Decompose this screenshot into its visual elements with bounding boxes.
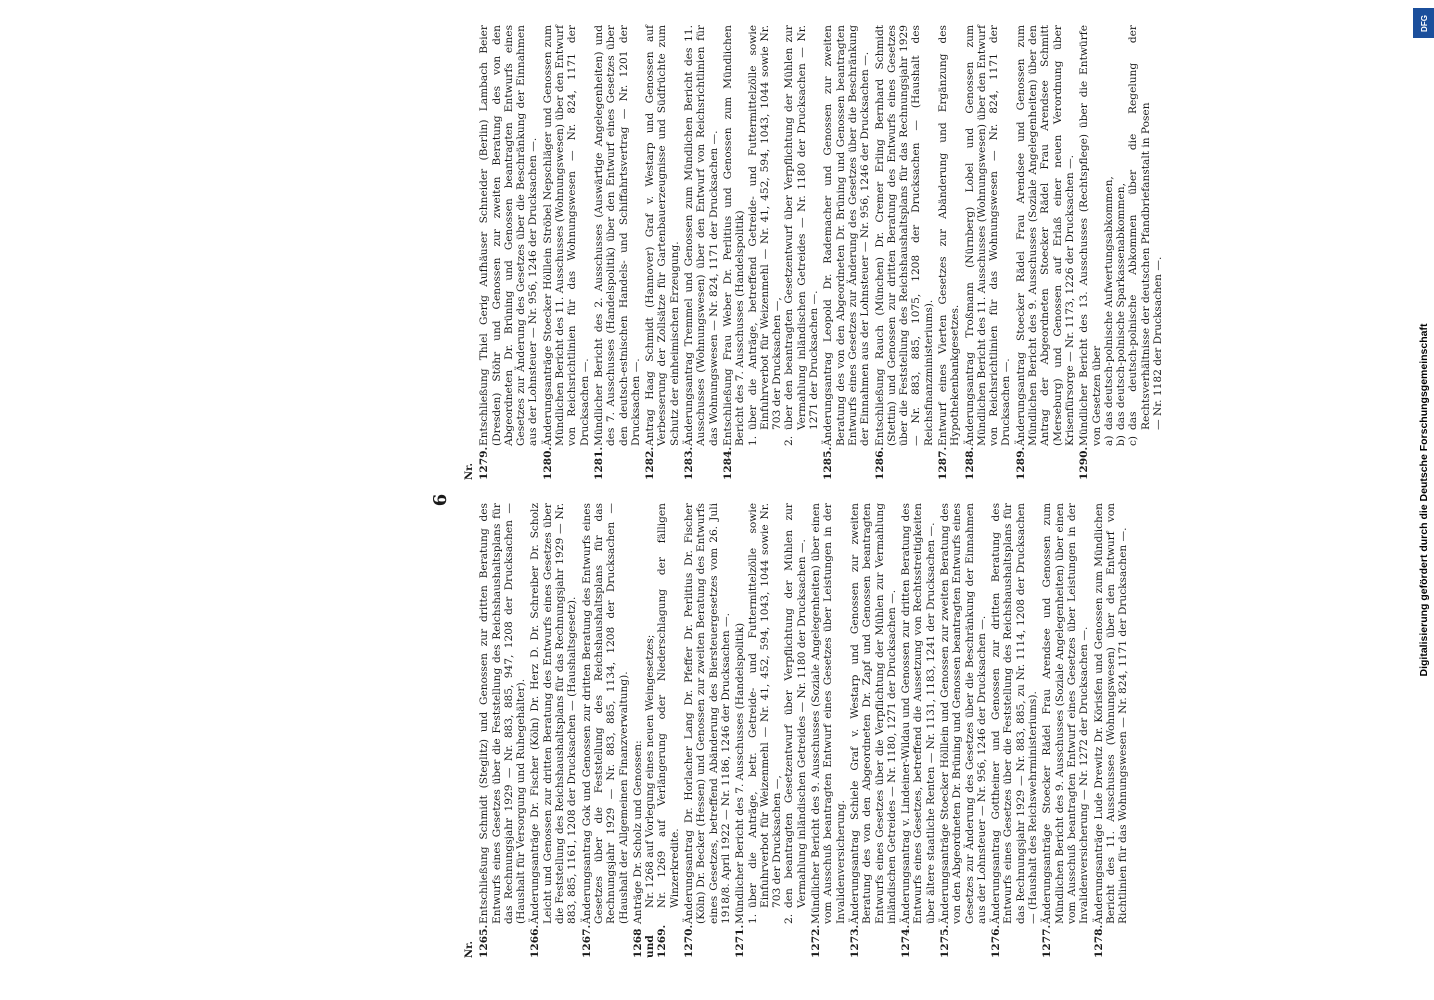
- entry-body: [939, 503, 988, 924]
- entry-subitem: [1127, 25, 1152, 446]
- entry-text: Entwurf eines Vierten Gesetzes zur Abänderung und Ergänzung des Hypothekenbankgesetzes.: [936, 25, 962, 446]
- subitem-label: b): [1115, 435, 1128, 446]
- entry-number: 1283.: [683, 446, 696, 480]
- entry-text: Anträge Dr. Scholz und Genossen:: [631, 740, 644, 924]
- entry-number: 1281.: [592, 446, 605, 480]
- entry-item: [581, 503, 630, 958]
- entry-text: Mündlicher Bericht des 9. Ausschusses (Soziale Angelegenheiten) über einen vom Ausschuß beantragten Entwurf eines Gesetzes über Leistungen in der Invalidenversicherung.: [810, 503, 847, 924]
- entry-body: [478, 503, 527, 924]
- entry-text: Entschließung Rauch (München) Dr. Cremer Erling Bernhard Schmidt (Stettin) und Genossen zur dritten Beratung des Entwurfs eines Gesetzes über die Feststellung des Reichshaushaltsplans für das Rechnungsjahr 1929 — Nr. 883, 885, 1075, 1208 der Drucksachen — (Haushalt des Reichsfinanzministeriums).: [873, 25, 935, 446]
- subitem-text: über die Anträge, betreffend Getreide- und Futtermittelzölle sowie Einfuhrverbot für Weizenmehl — Nr. 41, 452, 594, 1043, 1044 sowie Nr. 703 der Drucksachen —,: [746, 25, 784, 430]
- subitem-label: 2.: [783, 435, 796, 446]
- entry-text: Mündlicher Bericht des 13. Ausschusses (Rechtspflege) über die Entwürfe von Gesetzen über: [1078, 25, 1103, 446]
- entry-number: 1266.: [529, 924, 542, 958]
- entry-item: [734, 503, 808, 958]
- entry-item: [937, 25, 962, 480]
- entry-list-right: [478, 25, 1164, 480]
- entry-number: 1268 und 1269.: [631, 924, 669, 958]
- entry-text: Änderungsantrag Gok und Genossen zur dritten Beratung des Entwurfs eines Gesetzes über die Feststellung des Reichshaushaltsplans für das Rechnungsjahr 1929 — Nr. 883, 885, 1134, 1208 der Drucksachen — (Haushalt der Allgemeinen Finanzverwaltung).: [580, 503, 630, 924]
- entry-body: [542, 25, 591, 446]
- subitem-label: [1152, 430, 1164, 446]
- entry-item: [644, 25, 681, 480]
- left-column: [464, 503, 1131, 958]
- entry-subitem: [1152, 25, 1164, 446]
- entry-subitem: [656, 503, 681, 924]
- entry-number: 1286.: [873, 446, 886, 480]
- subitem-label: 2.: [783, 913, 796, 924]
- entry-item: [1093, 503, 1130, 958]
- entry-number: 1271.: [734, 924, 747, 958]
- entry-item: [822, 25, 871, 480]
- entry-item: [722, 25, 820, 480]
- entry-item: [990, 503, 1039, 958]
- subitem-label: 1.: [746, 435, 759, 446]
- entry-body: [478, 25, 539, 446]
- entry-number: 1270.: [683, 924, 696, 958]
- entry-text: Entschließung Frau Weber Dr. Perlitius und Genossen zum Mündlichen Bericht des 7. Ausschusses (Handelspolitik): [721, 25, 747, 446]
- entry-item: [478, 503, 527, 958]
- entry-number: 1285.: [822, 446, 835, 480]
- entry-item: [1041, 503, 1090, 958]
- entry-item: [874, 25, 935, 480]
- entry-list-left: [478, 503, 1129, 958]
- entry-text: Änderungsanträge Dr. Fischer (Köln) Dr. Herz D. Dr. Schreiber Dr. Scholz Leicht und Genossen zur dritten Beratung des Entwurfs eines Gesetzes über die Feststellung des Reichshaushaltsplans für das Rechnungsjahr 1929 — Nr. 883, 885, 1161, 1208 der Drucksachen — (Haushaltsgesetz).: [529, 503, 579, 924]
- entry-subitem: [1103, 25, 1115, 446]
- entry-text: Änderungsantrag v. Lindeiner-Wildau und Genossen zur dritten Beratung des Entwurfs eines Gesetzes, betreffend die Aussetzung von Rechtsstreitigkeiten über ältere staatliche Renten — Nr. 1131, 1183, 1241 der Drucksachen —.: [900, 503, 937, 924]
- entry-text: Änderungsanträge Stoecker Hölllein Ströbel Nepschläger und Genossen zum Mündlichen Bericht des 11. Ausschusses (Wohnungswesen) über den Entwurf von Reichsrichtlinien für das Wohnungswesen — Nr. 824, 1171 der Drucksachen —.: [541, 25, 591, 446]
- entry-item: [964, 25, 1013, 480]
- entry-number: 1272.: [810, 924, 823, 958]
- entry-subitem: [747, 503, 784, 924]
- rotated-page-content: [52, 20, 1382, 980]
- entry-body: [964, 25, 1013, 446]
- subitem-label: c): [1127, 435, 1140, 446]
- entry-text: Änderungsanträge Lude Drewitz Dr. Körisfen und Genossen zum Mündlichen Bericht des 11. Ausschusses (Wohnungswesen) über den Entwurf von Richtlinien für das Wohnungswesen — Nr. 824, 1171 der Drucksachen —.: [1092, 503, 1130, 924]
- entry-subitem: [783, 503, 808, 924]
- entry-number: 1290.: [1078, 446, 1091, 480]
- entry-item: [632, 503, 681, 958]
- entry-text: Mündlicher Bericht des 7. Ausschusses (Handelspolitik): [734, 622, 747, 924]
- entry-body: [937, 25, 962, 446]
- entry-text: Entschließung Thiel Gerig Aufhäuser Schneider (Berlin) Lambach Beier (Dresden) Stöhr und Genossen zur zweiten Beratung des von den Abgeordneten Dr. Brüning und Genossen beantragten Entwurfs eines Gesetzes zur Änderung des Gesetzes über die Beschränkung der Einnahmen aus der Lohnsteuer — Nr. 956, 1246 der Drucksachen —.: [478, 25, 540, 446]
- entry-body: [632, 503, 681, 924]
- entry-item: [849, 503, 898, 958]
- entry-number: 1265.: [478, 924, 491, 958]
- subitem-label: 1.: [746, 913, 759, 924]
- entry-body: [810, 503, 847, 924]
- entry-text: Änderungsantrag Dr. Horlacher Lang Dr. Pfeffer Dr. Perlitius Dr. Fischer (Köln) Dr. Becker (Hessen) und Genossen zur zweiten Beratung des Entwurfs eines Gesetzes, betreffend Abänderung des Biersteuergesetzes vom 26. Juli 1918/8. April 1922 — Nr. 1186, 1246 der Drucksachen —.: [683, 503, 732, 924]
- entry-text: Mündlicher Bericht des 2. Ausschusses (Auswärtige Angelegenheiten) und des 7. Ausschusses (Handelspolitik) über den Entwurf eines Gesetzes über den deutsch-estnischen Handels- und Schiffahrtsvertrag — Nr. 1201 der Drucksachen —.: [592, 25, 642, 446]
- entry-body: [581, 503, 630, 924]
- subitem-text: das deutsch-polnische Aufwertungsabkommen,: [1102, 176, 1115, 430]
- entry-number: 1278.: [1092, 924, 1105, 958]
- entry-number: 1277.: [1041, 924, 1054, 958]
- entry-item: [939, 503, 988, 958]
- entry-item: [810, 503, 847, 958]
- entry-item: [1078, 25, 1164, 480]
- entry-text: Änderungsantrag Schiele Graf v. Westarp und Genossen zur zweiten Beratung des von den Abgeordneten Dr. Zapf und Genossen beantragten Entwurfs eines Gesetzes über die Verpflichtung der Mühlen zur Vermahlung inländischen Getreides — Nr. 1180, 1271 der Drucksachen —.: [848, 503, 898, 924]
- entry-item: [683, 25, 720, 480]
- entry-text: Änderungsanträge Stoecker Hölllein und Genossen zur zweiten Beratung des von den Abgeordneten Dr. Brüning und Genossen beantragten Entwurfs eines Gesetzes zur Änderung des Gesetzes über die Beschränkung der Einnahmen aus der Lohnsteuer — Nr. 956, 1246 der Drucksachen —.: [938, 503, 988, 924]
- subitem-label: [644, 908, 656, 924]
- entry-item: [593, 25, 642, 480]
- entry-text: Entschließung Schmidt (Steglitz) und Genossen zur dritten Beratung des Entwurfs eines Gesetzes über die Feststellung des Reichshaushaltsplans für das Rechnungsjahr 1929 — Nr. 883, 885, 947, 1208 der Drucksachen — (Haushalt für Versorgung und Ruhegehälter).: [478, 503, 528, 924]
- subitem-label: a): [1102, 435, 1115, 446]
- entry-body: [900, 503, 937, 924]
- entry-body: [1041, 503, 1090, 924]
- entry-number: 1279.: [478, 446, 491, 480]
- subitem-text: Nr. 1269 auf Verlängerung oder Niederschlagung der fälligen Winzerkredite.: [656, 503, 681, 908]
- entry-number: 1267.: [580, 924, 593, 958]
- entry-text: Änderungsantrag Stoecker Rädel Frau Arendsee und Genossen zum Mündlichen Bericht des 9. Ausschusses (Soziale Angelegenheiten) über den Antrag der Abgeordneten Stoecker Rädel Frau Arendsee Schmitt (Merseburg) und Genossen auf Erlaß einer neuen Verordnung über Krisenfürsorge — Nr. 1173, 1226 der Drucksachen —.: [1014, 25, 1076, 446]
- subitem-text: Nr. 1268 auf Vorlegung eines neuen Weingesetzes;: [644, 634, 657, 908]
- entry-item: [900, 503, 937, 958]
- entry-text: Änderungsantrag Gottheiner und Genossen zur dritten Beratung des Entwurfs eines Gesetzes über die Feststellung des Reichshaushaltsplans für das Rechnungsjahr 1929 — Nr. 883, 885, zu Nr. 1114, 1208 der Drucksachen — (Haushalt des Reichswehrministeriums).: [990, 503, 1040, 924]
- entry-number: 1280.: [541, 446, 554, 480]
- entry-item: [683, 503, 732, 958]
- entry-body: [1078, 25, 1164, 446]
- entry-number: 1282.: [644, 446, 657, 480]
- subitem-text: über die Anträge, betr. Getreide- und Futtermittelzölle sowie Einfuhrverbot für Weizenmehl — Nr. 41, 452, 594, 1043, 1044 sowie Nr. 703 der Drucksachen —,: [746, 503, 784, 908]
- entry-number: 1289.: [1014, 446, 1027, 480]
- right-column: [464, 25, 1166, 480]
- dfg-logo: [1413, 8, 1434, 38]
- subitem-text: den beantragten Gesetzentwurf über Verpflichtung der Mühlen zur Vermahlung inländischen Getreides — Nr. 1180 der Drucksachen —.: [783, 503, 808, 908]
- entry-text: Änderungsanträge Stoecker Rädel Frau Arendsee und Genossen zum Mündlichen Bericht des 9. Ausschusses (Soziale Angelegenheiten) über einen vom Ausschuß beantragten Entwurf eines Gesetzes über Leistungen in der Invalidenversicherung — Nr. 1272 der Drucksachen —.: [1041, 503, 1091, 924]
- entry-body: [1015, 25, 1076, 446]
- entry-item: [478, 25, 539, 480]
- entry-body: [529, 503, 578, 924]
- entry-text: Änderungsantrag Leopold Dr. Rademacher und Genossen zur zweiten Beratung des von den Abgeordneten Dr. Brüning und Genossen beantragten Entwurfs eines Gesetzes zur Änderung des Gesetzes über die Beschränkung der Einnahmen aus der Lohnsteuer — Nr. 956, 1246 der Drucksachen —.: [822, 25, 872, 446]
- subitem-label: [656, 908, 681, 924]
- entry-text: Änderungsantrag Tremmel und Genossen zum Mündlichen Bericht des 11. Ausschusses (Wohnungswesen) über den Entwurf von Reichsrichtlinien für das Wohnungswesen — Nr. 824, 1171 der Drucksachen —.: [683, 25, 720, 446]
- page-number: 6: [430, 493, 451, 507]
- subitem-text: das deutsch-polnische Abkommen über die Regelung der Rechtsverhältnisse der deutschen Pfandbriefanstalt in Posen: [1127, 25, 1152, 430]
- entry-item: [542, 25, 591, 480]
- entry-number: 1284.: [721, 446, 734, 480]
- column-header: Nr.: [464, 463, 475, 480]
- entry-subitem: [1115, 25, 1127, 446]
- dfg-logo-text: DFG: [1419, 14, 1429, 32]
- subitem-text: über den beantragten Gesetzentwurf über Verpflichtung der Mühlen zur Vermahlung inländischen Getreides — Nr. 1180 der Drucksachen — Nr. 1271 der Drucksachen —.: [783, 25, 821, 430]
- entry-subitem: [644, 503, 656, 924]
- entry-body: [990, 503, 1039, 924]
- subitem-text: — Nr. 1182 der Drucksachen —.: [1152, 256, 1165, 430]
- entry-body: [722, 25, 820, 446]
- entry-body: [644, 25, 681, 446]
- entry-item: [1015, 25, 1076, 480]
- entry-number: 1273.: [848, 924, 861, 958]
- digitization-credit: Digitalisierung gefördert durch die Deutsche Forschungsgemeinschaft: [1418, 323, 1430, 677]
- column-header: Nr.: [464, 941, 475, 958]
- entry-body: [593, 25, 642, 446]
- entry-subitem: [747, 25, 784, 446]
- entry-text: Änderungsantrag Troßmann (Nürnberg) Lobel und Genossen zum Mündlichen Bericht des 11. Ausschusses (Wohnungswesen) über den Entwurf von Reichsrichtlinien für das Wohnungswesen — Nr. 824, 1171 der Drucksachen —.: [963, 25, 1013, 446]
- entry-body: [683, 503, 732, 924]
- entry-number: 1287.: [936, 446, 949, 480]
- entry-body: [822, 25, 871, 446]
- entry-number: 1276.: [990, 924, 1003, 958]
- entry-number: 1274.: [900, 924, 913, 958]
- entry-body: [849, 503, 898, 924]
- subitem-text: das deutsch-polnische Sparkassenabkommen,: [1115, 183, 1128, 430]
- entry-body: [874, 25, 935, 446]
- entry-subitem: [783, 25, 820, 446]
- entry-number: 1275.: [938, 924, 951, 958]
- entry-body: [683, 25, 720, 446]
- entry-text: Antrag Haag Schmidt (Hannover) Graf v. Westarp und Genossen auf Verbesserung der Zollsätze für Gartenbauerzeugnisse und Südfrüchte zum Schutz der einheimischen Erzeugung.: [644, 25, 681, 446]
- entry-body: [734, 503, 808, 924]
- entry-item: [529, 503, 578, 958]
- entry-body: [1093, 503, 1130, 924]
- entry-number: 1288.: [963, 446, 976, 480]
